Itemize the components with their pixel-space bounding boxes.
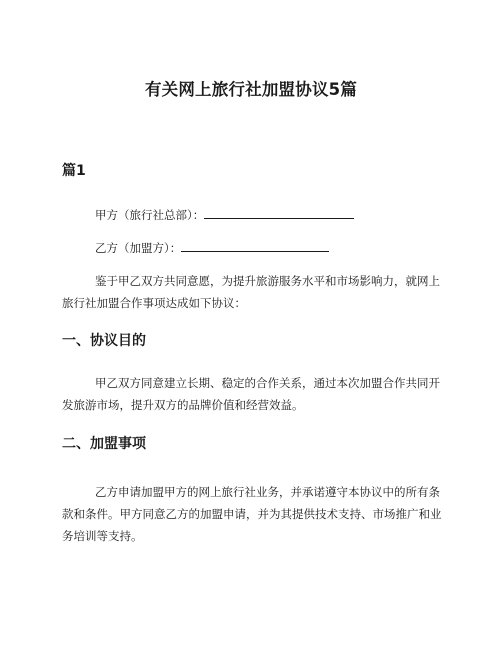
party-b-label: 乙方（加盟方）： [95, 241, 182, 255]
intro-paragraph: 鉴于甲乙双方共同意愿，为提升旅游服务水平和市场影响力，就网上旅行社加盟合作事项达成如下协议： [62, 274, 440, 310]
section1-body: 甲乙双方同意建立长期、稳定的合作关系，通过本次加盟合作共同开发旅游市场，提升双方的品牌价值和经营效益。 [62, 376, 440, 412]
party-a-blank [204, 206, 354, 219]
party-b-line [95, 238, 329, 258]
section2-heading: 二、加盟事项 [62, 436, 146, 452]
part-heading: 篇1 [62, 163, 86, 179]
document-title: 有关网上旅行社加盟协议5篇 [144, 80, 358, 99]
party-b-blank [181, 239, 329, 252]
party-a-line [95, 205, 354, 225]
party-a-label: 甲方（旅行社总部）： [95, 208, 205, 222]
section1-heading: 一、协议目的 [62, 333, 146, 349]
section2-body: 乙方申请加盟甲方的网上旅行社业务，并承诺遵守本协议中的所有条款和条件。甲方同意乙方的加盟申请，并为其提供技术支持、市场推广和业务培训等支持。 [62, 485, 442, 543]
